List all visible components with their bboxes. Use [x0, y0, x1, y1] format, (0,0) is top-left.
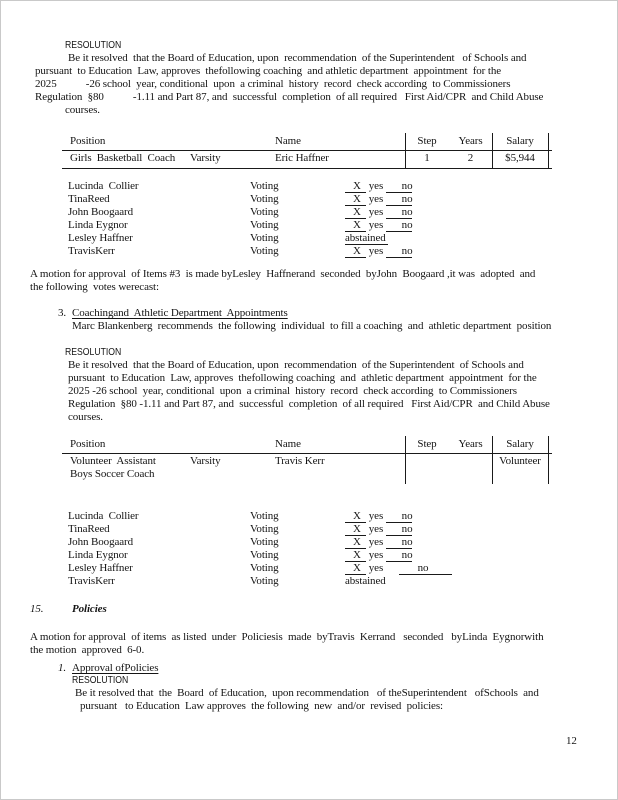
motion2-line: A motion for approval of items as listed under Policiesis made byTravis Kerrand seconded byLinda Eygnorwith	[30, 631, 544, 643]
table-divider	[548, 436, 549, 484]
vote-mark: X yes no	[345, 193, 413, 205]
section15-title: Policies	[72, 603, 107, 615]
table-header-rule	[62, 150, 552, 151]
resolution2-line: Be it resolved that the Board of Education, upon recommendation of the Superintendent of Schools and	[68, 359, 524, 371]
voter-status: Voting	[250, 180, 279, 192]
voter-status: Voting	[250, 562, 279, 574]
voter-status: Voting	[250, 245, 279, 257]
voting-block-1	[68, 180, 412, 258]
vote-row	[68, 206, 412, 219]
cell-salary: $5,944	[505, 152, 535, 164]
item1-line: pursuant to Education Law approves the following new and/or revised policies:	[80, 700, 443, 712]
cell-years: 2	[467, 152, 474, 164]
vote-row	[68, 193, 412, 206]
col-header-years: Years	[458, 438, 483, 450]
motion1-line: A motion for approval of Items #3 is made byLesley Haffnerand seconded byJohn Boogaard ,it was adopted and	[30, 268, 536, 280]
vote-row	[68, 232, 412, 245]
vote-row	[68, 549, 452, 562]
vote-mark: X yes no	[345, 510, 413, 522]
voter-name: Lesley Haffner	[68, 562, 133, 574]
cell-name: Travis Kerr	[275, 455, 325, 467]
voter-status: Voting	[250, 510, 279, 522]
resolution1-line: Be it resolved that the Board of Education, upon recommendation of the Superintendent of Schools and	[68, 52, 527, 64]
item1-title: Approval ofPolicies	[72, 662, 159, 674]
item1-resolution-heading: RESOLUTION	[72, 675, 129, 686]
voting-block-2	[68, 510, 452, 588]
vote-row	[68, 536, 452, 549]
vote-mark: X yes no	[345, 536, 413, 548]
vote-row	[68, 510, 452, 523]
cell-position: Girls Basketball Coach	[70, 152, 176, 164]
section15-heading	[30, 603, 107, 616]
table-header-rule	[62, 453, 552, 454]
voter-status: Voting	[250, 206, 279, 218]
item3-heading	[58, 307, 288, 320]
resolution2-heading: RESOLUTION	[65, 347, 122, 358]
appointment-table-2	[62, 436, 552, 484]
vote-mark: X yes no	[345, 219, 413, 231]
vote-row	[68, 219, 412, 232]
voter-status: Voting	[250, 193, 279, 205]
cell-salary: Volunteer	[499, 455, 541, 467]
vote-row	[68, 180, 412, 193]
motion1-line: the following votes werecast:	[30, 281, 159, 293]
col-header-years: Years	[458, 135, 483, 147]
item3-number: 3.	[58, 307, 67, 319]
vote-mark: X yes no	[345, 180, 413, 192]
table-divider	[548, 133, 549, 169]
page-number: 12	[566, 735, 577, 747]
vote-mark: abstained	[345, 232, 389, 244]
resolution2-line: pursuant to Education Law, approves thefollowing coaching and athletic department appointment for the	[68, 372, 537, 384]
resolution1-heading: RESOLUTION	[65, 40, 122, 51]
vote-row	[68, 562, 452, 575]
col-header-position: Position	[70, 438, 106, 450]
resolution1-line: pursuant to Education Law, approves thefollowing coaching and athletic department appointment for the	[35, 65, 502, 77]
cell-step: 1	[424, 152, 430, 164]
voter-name: Linda Eygnor	[68, 219, 128, 231]
voter-name: Lesley Haffner	[68, 232, 133, 244]
col-header-name: Name	[275, 438, 301, 450]
resolution2-line: courses.	[68, 411, 103, 423]
table-bottom-rule	[62, 168, 552, 169]
voter-name: TinaReed	[68, 523, 110, 535]
resolution2-line: Regulation §80 -1.11 and Part 87, and successful completion of all required First Aid/CPR and Child Abuse	[68, 398, 550, 410]
vote-mark: X yes no	[345, 562, 453, 574]
vote-row	[68, 523, 452, 536]
cell-name: Eric Haffner	[275, 152, 329, 164]
voter-status: Voting	[250, 536, 279, 548]
resolution2-line: 2025 -26 school year, conditional upon a criminal history record check according to Commissioners	[68, 385, 517, 397]
voter-status: Voting	[250, 575, 279, 587]
item1-number: 1.	[58, 662, 67, 674]
vote-row	[68, 245, 412, 258]
cell-level: Varsity	[190, 152, 221, 164]
col-header-step: Step	[417, 135, 437, 147]
voter-name: Lucinda Collier	[68, 510, 139, 522]
cell-position: Volunteer Assistant	[70, 455, 156, 467]
vote-mark: X yes no	[345, 523, 413, 535]
vote-mark: abstained	[345, 575, 386, 587]
item1-line: Be it resolved that the Board of Education, upon recommendation of theSuperintendent ofSchools and	[75, 687, 539, 699]
col-header-salary: Salary	[506, 135, 534, 147]
cell-level: Varsity	[190, 455, 221, 467]
vote-row	[68, 575, 452, 588]
vote-mark: X yes no	[345, 206, 413, 218]
voter-name: Lucinda Collier	[68, 180, 139, 192]
voter-status: Voting	[250, 232, 279, 244]
motion2-line: the motion approved 6-0.	[30, 644, 145, 656]
voter-status: Voting	[250, 549, 279, 561]
item3-title: Coachingand Athletic Department Appointments	[72, 307, 288, 319]
voter-name: John Boogaard	[68, 536, 133, 548]
vote-mark: X yes no	[345, 245, 413, 257]
item3-body: Marc Blankenberg recommends the following individual to fill a coaching and athletic department position	[72, 320, 552, 332]
vote-mark: X yes no	[345, 549, 413, 561]
cell-position: Boys Soccer Coach	[70, 468, 155, 480]
voter-name: John Boogaard	[68, 206, 133, 218]
col-header-salary: Salary	[506, 438, 534, 450]
voter-name: TravisKerr	[68, 245, 115, 257]
section15-number: 15.	[30, 603, 44, 615]
voter-name: TinaReed	[68, 193, 110, 205]
resolution1-line: courses.	[65, 104, 100, 116]
appointment-table-1	[62, 133, 552, 169]
col-header-position: Position	[70, 135, 106, 147]
resolution1-line: 2025 -26 school year, conditional upon a criminal history record check according to Commissioners	[35, 78, 511, 90]
voter-status: Voting	[250, 523, 279, 535]
voter-name: Linda Eygnor	[68, 549, 128, 561]
resolution1-line: Regulation §80 -1.11 and Part 87, and successful completion of all required First Aid/CPR and Child Abuse	[35, 91, 544, 103]
col-header-name: Name	[275, 135, 301, 147]
voter-name: TravisKerr	[68, 575, 115, 587]
col-header-step: Step	[417, 438, 437, 450]
voter-status: Voting	[250, 219, 279, 231]
